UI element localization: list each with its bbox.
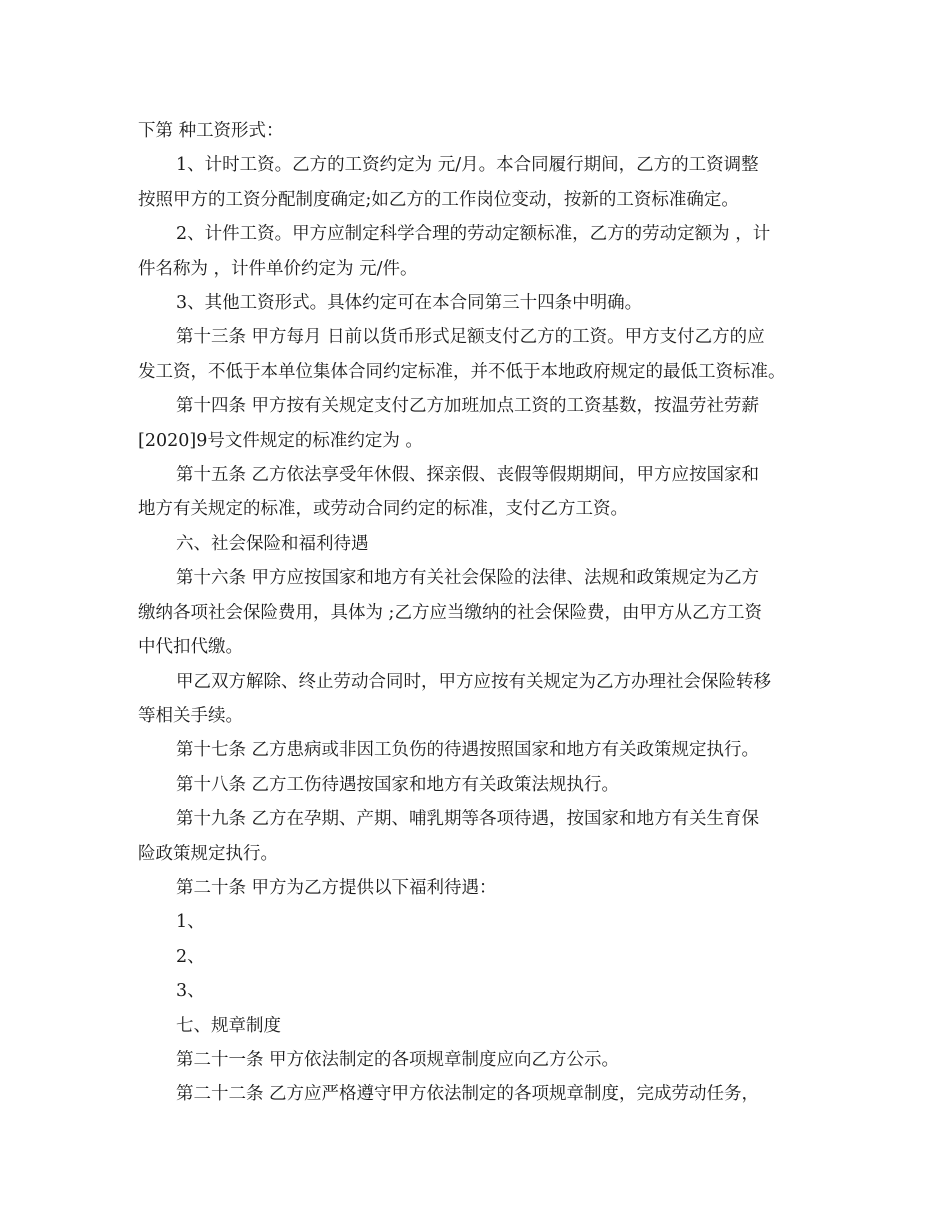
text-line: 缴纳各项社会保险费用，具体为 ;乙方应当缴纳的社会保险费，由甲方从乙方工资 <box>138 602 762 623</box>
text-line: 中代扣代缴。 <box>138 637 243 658</box>
text-line: 第十八条 乙方工伤待遇按国家和地方有关政策法规执行。 <box>176 774 620 795</box>
document-body <box>138 114 818 1112</box>
text-line: 地方有关规定的标准，或劳动合同约定的标准，支付乙方工资。 <box>138 499 628 520</box>
text-line: 件名称为 ，计件单价约定为 元/件。 <box>138 258 418 279</box>
list-item: 3、 <box>176 981 205 1002</box>
text-line: 第十五条 乙方依法享受年休假、探亲假、丧假等假期期间，甲方应按国家和 <box>176 465 760 486</box>
text-line: 按照甲方的工资分配制度确定;如乙方的工作岗位变动，按新的工资标准确定。 <box>138 189 739 210</box>
text-line: 第十三条 甲方每月 日前以货币形式足额支付乙方的工资。甲方支付乙方的应 <box>176 327 765 348</box>
text-line: 第二十条 甲方为乙方提供以下福利待遇： <box>176 877 497 898</box>
text-line: 2、计件工资。甲方应制定科学合理的劳动定额标准，乙方的劳动定额为 ，计 <box>176 224 771 245</box>
text-line: 等相关手续。 <box>138 705 243 726</box>
text-line: 第十六条 甲方应按国家和地方有关社会保险的法律、法规和政策规定为乙方 <box>176 568 760 589</box>
text-line: [2020]9号文件规定的标准约定为 。 <box>138 430 423 451</box>
text-line: 第十九条 乙方在孕期、产期、哺乳期等各项待遇，按国家和地方有关生育保 <box>176 809 760 830</box>
section-heading: 七、规章制度 <box>176 1015 281 1036</box>
section-heading: 六、社会保险和福利待遇 <box>176 533 369 554</box>
text-line: 下第 种工资形式： <box>138 121 284 141</box>
text-line: 第十四条 甲方按有关规定支付乙方加班加点工资的工资基数，按温劳社劳薪 <box>176 396 760 417</box>
text-line: 1、计时工资。乙方的工资约定为 元/月。本合同履行期间，乙方的工资调整 <box>176 155 759 176</box>
text-line: 第二十一条 甲方依法制定的各项规章制度应向乙方公示。 <box>176 1049 620 1070</box>
list-item: 1、 <box>176 912 205 933</box>
text-line: 第二十二条 乙方应严格遵守甲方依法制定的各项规章制度，完成劳动任务， <box>176 1084 760 1105</box>
text-line: 甲乙双方解除、终止劳动合同时，甲方应按有关规定为乙方办理社会保险转移 <box>176 671 771 692</box>
text-line: 发工资，不低于本单位集体合同约定标准，并不低于本地政府规定的最低工资标准。 <box>138 361 786 382</box>
text-line: 3、其他工资形式。具体约定可在本合同第三十四条中明确。 <box>176 293 643 314</box>
text-line: 第十七条 乙方患病或非因工负伤的待遇按照国家和地方有关政策规定执行。 <box>176 740 760 761</box>
text-line: 险政策规定执行。 <box>138 843 278 864</box>
list-item: 2、 <box>176 946 205 967</box>
